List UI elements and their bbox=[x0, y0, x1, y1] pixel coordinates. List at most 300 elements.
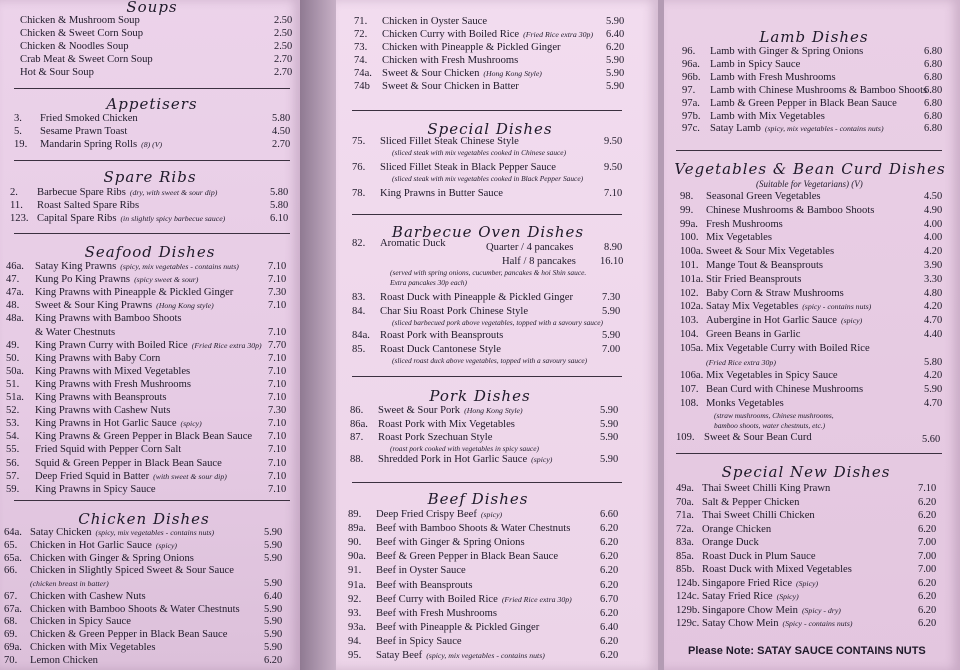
allergy-notice: Please Note: SATAY SAUCE CONTAINS NUTS bbox=[688, 645, 926, 657]
menu-item-name: Chicken in Spicy Sauce bbox=[30, 616, 131, 628]
menu-item-number: 71a. bbox=[676, 510, 694, 521]
menu-item-name: Orange Chicken bbox=[702, 523, 772, 535]
menu-item-name: King Prawns with Bamboo Shoots bbox=[35, 313, 182, 325]
menu-item-price: 5.90 bbox=[602, 330, 621, 341]
section-title-beef: Beef Dishes bbox=[427, 490, 529, 508]
menu-item-note: (Fried Rice extra 30p) bbox=[523, 29, 594, 39]
menu-item-number: 5. bbox=[14, 126, 22, 137]
menu-item-number: 84a. bbox=[352, 330, 370, 341]
menu-item-number: 90a. bbox=[348, 551, 366, 563]
menu-item-price: 6.20 bbox=[600, 579, 619, 591]
menu-item-number: 46a. bbox=[6, 261, 24, 272]
menu-item-name: Lamb with Ginger & Spring Onions bbox=[710, 46, 864, 57]
menu-item-description: bamboo shoots, water chestnuts, etc.) bbox=[714, 421, 826, 430]
menu-item-price: 4.20 bbox=[924, 246, 943, 258]
menu-item-price: 9.50 bbox=[604, 136, 623, 147]
menu-item-price: 7.00 bbox=[918, 564, 937, 575]
menu-item-note: (with sweet & sour dip) bbox=[153, 471, 227, 481]
menu-item-note: (Spicy) bbox=[776, 592, 799, 601]
menu-item-price: 5.90 bbox=[606, 80, 625, 92]
menu-item-number: 69. bbox=[4, 629, 18, 640]
menu-item-price: 5.90 bbox=[606, 67, 625, 79]
menu-item-number: 59. bbox=[6, 483, 20, 495]
menu-item-price: 7.30 bbox=[602, 292, 621, 303]
menu-item-number: 107. bbox=[680, 384, 699, 396]
menu-item-note: (chicken breast in batter) bbox=[30, 579, 109, 588]
menu-item-note: (spicy) bbox=[480, 510, 503, 519]
menu-item-note: (Hong Kong style) bbox=[156, 301, 214, 311]
menu-item-number: 90. bbox=[348, 537, 362, 549]
menu-item-name: Roast Pork with Beansprouts bbox=[380, 330, 504, 341]
menu-item-number: 71. bbox=[354, 16, 368, 27]
section-divider bbox=[352, 110, 622, 111]
menu-item-price: 5.90 bbox=[600, 405, 619, 416]
menu-item-name: Beef with Bamboo Shoots & Water Chestnuts bbox=[376, 523, 571, 535]
menu-item-portion: Quarter / 4 pancakes bbox=[486, 242, 574, 253]
menu-item-price: 6.20 bbox=[918, 496, 937, 508]
menu-item-name: Bean Curd with Chinese Mushrooms bbox=[706, 384, 864, 396]
menu-item-price: 7.00 bbox=[918, 537, 937, 548]
menu-item-price: 5.90 bbox=[264, 539, 283, 551]
menu-item-price: 4.20 bbox=[924, 301, 943, 313]
menu-item-description: (sliced roast duck above vegetables, topped with a savoury sauce) bbox=[392, 356, 588, 365]
menu-item-name: Seasonal Green Vegetables bbox=[706, 191, 821, 202]
menu-item-name: Satay Lamb bbox=[710, 123, 761, 135]
menu-item-number: 51a. bbox=[6, 392, 24, 403]
menu-item-price: 7.10 bbox=[268, 300, 287, 312]
menu-item-number: 103. bbox=[680, 315, 699, 327]
menu-item-price: 6.10 bbox=[270, 213, 289, 224]
menu-item-note: (spicy, mix vegetables - contains nuts) bbox=[120, 262, 239, 271]
menu-item-number: 129b. bbox=[676, 604, 700, 616]
menu-item-name: Thai Sweet Chilli King Prawn bbox=[702, 483, 831, 494]
menu-item-note: (Spicy - dry) bbox=[801, 605, 841, 615]
menu-item-name: Beef with Beansprouts bbox=[376, 579, 473, 591]
menu-item-name: Kung Po King Prawns bbox=[35, 274, 131, 286]
menu-item-number: 86. bbox=[350, 405, 364, 416]
menu-item-name: King Prawns with Cashew Nuts bbox=[35, 405, 171, 417]
menu-item-number: 104. bbox=[680, 329, 699, 340]
menu-item-price: 6.20 bbox=[918, 523, 937, 535]
menu-item-price: 7.10 bbox=[604, 188, 623, 199]
menu-item-number: 108. bbox=[680, 398, 699, 409]
menu-item-name: Deep Fried Squid in Batter bbox=[35, 470, 150, 482]
menu-item-price: 5.60 bbox=[922, 434, 941, 445]
menu-item-note: (spicy - contains nuts) bbox=[802, 302, 872, 312]
menu-item-name: Satay Mix Vegetables bbox=[706, 301, 799, 313]
menu-item-note: (Spicy) bbox=[796, 578, 819, 588]
menu-item-number: 64a. bbox=[4, 527, 22, 538]
menu-item-price: 5.90 bbox=[264, 616, 283, 628]
menu-item-name: Beef Curry with Boiled Rice bbox=[376, 593, 498, 605]
menu-item-number: 97c. bbox=[682, 123, 700, 135]
section-divider bbox=[352, 214, 622, 215]
menu-item-note: (spicy, mix vegetables - contains nuts) bbox=[764, 124, 884, 134]
menu-item-price: 4.50 bbox=[924, 191, 943, 202]
menu-item-price: 2.50 bbox=[274, 15, 293, 26]
menu-item-number: 93a. bbox=[348, 621, 366, 633]
menu-item-number: 92. bbox=[348, 593, 362, 605]
menu-item-price: 7.10 bbox=[268, 431, 287, 443]
menu-item-description: Extra pancakes 30p each) bbox=[390, 278, 467, 287]
menu-item-number: 95. bbox=[348, 650, 362, 661]
menu-item-name: Squid & Green Pepper in Black Bean Sauce bbox=[35, 457, 222, 469]
menu-item-name: Mange Tout & Beansprouts bbox=[706, 260, 824, 271]
menu-item-number: 99a. bbox=[680, 218, 698, 230]
menu-item-price: 6.40 bbox=[600, 621, 619, 633]
section-divider bbox=[352, 376, 622, 377]
menu-item-name: Chicken with Mix Vegetables bbox=[30, 641, 156, 653]
menu-item-name: Lamb & Green Pepper in Black Bean Sauce bbox=[710, 97, 897, 109]
menu-item-number: 89. bbox=[348, 509, 362, 520]
menu-item-price: 4.70 bbox=[924, 315, 943, 327]
menu-item-number: 88. bbox=[350, 454, 364, 465]
section-subtitle: (Suitable for Vegetarians) (V) bbox=[756, 179, 863, 189]
menu-item-price: 4.50 bbox=[272, 126, 291, 137]
menu-item-price: 6.20 bbox=[600, 607, 619, 619]
menu-item-price: 5.90 bbox=[606, 54, 625, 66]
menu-item-name: Capital Spare Ribs bbox=[37, 213, 117, 224]
menu-item-number: 91. bbox=[348, 565, 362, 577]
menu-item-note: (in slightly spicy barbecue sauce) bbox=[120, 214, 226, 223]
menu-item-price: 6.20 bbox=[600, 635, 619, 647]
menu-item-price: 6.20 bbox=[600, 523, 619, 535]
menu-item-number: 100a. bbox=[680, 246, 704, 258]
menu-item-price: 2.70 bbox=[272, 139, 291, 150]
menu-item-price: 3.90 bbox=[924, 260, 943, 271]
menu-item-note: (Fried Rice extra 30p) bbox=[706, 357, 776, 367]
menu-item-price: 5.80 bbox=[270, 200, 289, 211]
menu-item-note: (spicy) bbox=[531, 455, 553, 464]
menu-item-number: 70. bbox=[4, 654, 18, 666]
menu-item-number: 97b. bbox=[682, 110, 701, 122]
menu-item-note: (Fried Rice extra 30p) bbox=[501, 594, 572, 604]
menu-item-price: 5.80 bbox=[924, 356, 943, 368]
menu-item-price: 6.20 bbox=[918, 577, 937, 589]
menu-item-price: 6.20 bbox=[600, 537, 619, 549]
menu-item-price: 6.80 bbox=[924, 110, 943, 122]
menu-item-price: 7.10 bbox=[268, 352, 287, 364]
menu-item-number: 72a. bbox=[676, 523, 694, 535]
menu-item-price: 16.10 bbox=[600, 256, 624, 267]
menu-item-name: Satay Fried Rice bbox=[702, 591, 773, 602]
menu-item-name: Satay Chow Mein bbox=[702, 618, 779, 629]
menu-item-price: 5.90 bbox=[600, 418, 619, 430]
menu-item-name: Chicken in Slightly Spiced Sweet & Sour Sauce bbox=[30, 565, 234, 577]
menu-item-name: King Prawns in Spicy Sauce bbox=[35, 483, 156, 495]
menu-item-price: 7.10 bbox=[268, 274, 287, 286]
menu-item-price: 3.30 bbox=[924, 273, 943, 285]
menu-item-price: 6.20 bbox=[918, 591, 937, 602]
menu-item-number: 66. bbox=[4, 565, 18, 577]
menu-item-name: King Prawn Curry with Boiled Rice bbox=[35, 339, 188, 351]
menu-item-note: (dry, with sweet & sour dip) bbox=[129, 188, 218, 197]
menu-item-number: 74. bbox=[354, 54, 368, 66]
menu-item-name: Shredded Pork in Hot Garlic Sauce bbox=[378, 454, 528, 465]
menu-item-name: Sweet & Sour Bean Curd bbox=[704, 432, 812, 443]
menu-item-name: Monks Vegetables bbox=[706, 398, 784, 409]
section-title-special: Special Dishes bbox=[427, 120, 553, 138]
menu-item-name: Green Beans in Garlic bbox=[706, 329, 801, 340]
menu-item-number: 97a. bbox=[682, 97, 700, 109]
menu-item-number: 109. bbox=[676, 432, 695, 443]
menu-item-name: & Water Chestnuts bbox=[35, 326, 116, 338]
menu-item-number: 93. bbox=[348, 607, 362, 619]
menu-item-price: 7.10 bbox=[268, 365, 287, 377]
menu-item-price: 2.50 bbox=[274, 41, 293, 52]
menu-item-number: 72. bbox=[354, 28, 368, 40]
menu-item-number: 100. bbox=[680, 232, 699, 244]
menu-item-price: 6.40 bbox=[264, 590, 283, 602]
menu-item-name: Chinese Mushrooms & Bamboo Shoots bbox=[706, 204, 875, 216]
menu-item-price: 6.80 bbox=[924, 84, 943, 96]
menu-item-price: 8.90 bbox=[604, 242, 623, 253]
menu-item-name: King Prawns with Beansprouts bbox=[35, 392, 167, 403]
menu-item-name: Sweet & Sour Chicken bbox=[382, 67, 480, 79]
menu-item-note: (spicy) bbox=[180, 419, 202, 429]
menu-item-name: Chicken with Ginger & Spring Onions bbox=[30, 552, 194, 564]
menu-item-number: 49. bbox=[6, 339, 20, 351]
menu-item-number: 99. bbox=[680, 204, 694, 216]
menu-item-price: 4.90 bbox=[924, 204, 943, 216]
menu-item-price: 4.00 bbox=[924, 232, 943, 244]
menu-item-number: 67a. bbox=[4, 603, 22, 615]
menu-item-price: 4.80 bbox=[924, 287, 943, 299]
menu-item-name: Beef in Oyster Sauce bbox=[376, 565, 466, 577]
section-divider bbox=[676, 150, 942, 151]
menu-item-number: 87. bbox=[350, 432, 364, 443]
menu-item-description: (served with spring onions, cucumber, pancakes & hoi Shin sauce. bbox=[390, 268, 587, 277]
menu-item-price: 2.70 bbox=[274, 54, 293, 65]
menu-item-number: 102. bbox=[680, 287, 699, 299]
section-title-vegetables: Vegetables & Bean Curd Dishes bbox=[674, 160, 946, 178]
menu-item-description: (sliced steak with mix vegetables cooked in Chinese sauce) bbox=[392, 148, 567, 157]
menu-item-name: Fried Squid with Pepper Corn Salt bbox=[35, 444, 182, 456]
menu-item-name: Char Siu Roast Pork Chinese Style bbox=[380, 306, 529, 317]
menu-item-price: 7.10 bbox=[268, 261, 287, 272]
menu-item-price: 7.30 bbox=[268, 287, 287, 299]
menu-item-name: Barbecue Spare Ribs bbox=[37, 187, 126, 198]
menu-item-name: Beef with Ginger & Spring Onions bbox=[376, 537, 525, 549]
menu-item-name: Chicken with Bamboo Shoots & Water Chestnuts bbox=[30, 603, 240, 615]
menu-item-description: (sliced barbecued pork above vegetables, topped with a savoury sauce) bbox=[392, 318, 603, 327]
menu-item-number: 57. bbox=[6, 470, 20, 482]
menu-item-number: 73. bbox=[354, 41, 368, 53]
menu-item-number: 19. bbox=[14, 139, 28, 150]
menu-item-note: (spicy sweet & sour) bbox=[134, 275, 199, 285]
menu-item-price: 6.60 bbox=[600, 509, 619, 520]
menu-item-name: King Prawns with Fresh Mushrooms bbox=[35, 378, 191, 390]
menu-item-number: 69a. bbox=[4, 641, 22, 653]
menu-item-number: 129c. bbox=[676, 618, 700, 629]
menu-item-number: 48a. bbox=[6, 313, 24, 325]
menu-item-number: 2. bbox=[10, 187, 18, 198]
menu-item-name: Sweet & Sour Mix Vegetables bbox=[706, 246, 835, 258]
menu-item-note: (spicy, mix vegetables - contains nuts) bbox=[426, 651, 545, 660]
menu-item-price: 6.20 bbox=[264, 654, 283, 666]
menu-item-name: Hot & Sour Soup bbox=[20, 67, 94, 78]
menu-item-name: Chicken & Mushroom Soup bbox=[20, 15, 140, 26]
menu-item-number: 86a. bbox=[350, 418, 368, 430]
menu-item-name: Satay Beef bbox=[376, 650, 423, 661]
menu-item-number: 124b. bbox=[676, 577, 700, 589]
menu-item-description: (roast pork cooked with vegetables in spicy sauce) bbox=[390, 444, 539, 453]
menu-item-price: 6.20 bbox=[600, 551, 619, 563]
menu-item-price: 6.20 bbox=[600, 565, 619, 577]
menu-item-name: Baby Corn & Straw Mushrooms bbox=[706, 287, 844, 299]
menu-item-name: Deep Fried Crispy Beef bbox=[376, 509, 477, 520]
menu-item-price: 5.90 bbox=[602, 306, 621, 317]
menu-item-number: 48. bbox=[6, 300, 20, 312]
menu-item-name: Lemon Chicken bbox=[30, 654, 98, 666]
menu-item-name: Sliced Fillet Steak in Black Pepper Sauce bbox=[380, 162, 556, 173]
section-title-special-new: Special New Dishes bbox=[721, 463, 891, 481]
menu-item-name: Chicken with Cashew Nuts bbox=[30, 590, 146, 602]
menu-item-number: 85a. bbox=[676, 550, 694, 562]
menu-item-price: 5.80 bbox=[272, 113, 291, 124]
menu-item-number: 94. bbox=[348, 635, 362, 647]
menu-item-price: 7.10 bbox=[268, 444, 287, 456]
menu-item-name: Chicken with Pineapple & Pickled Ginger bbox=[382, 41, 561, 53]
menu-item-name: King Prawns in Butter Sauce bbox=[380, 188, 503, 199]
menu-item-number: 96a. bbox=[682, 58, 700, 70]
menu-item-name: Sweet & Sour King Prawns bbox=[35, 300, 153, 312]
menu-item-name: Chicken & Green Pepper in Black Bean Sauce bbox=[30, 629, 228, 640]
menu-item-name: Aromatic Duck bbox=[380, 238, 446, 249]
menu-item-number: 84. bbox=[352, 306, 366, 317]
section-title-bbq: Barbecue Oven Dishes bbox=[391, 223, 585, 241]
menu-item-number: 47a. bbox=[6, 287, 24, 299]
menu-item-name: Beef & Green Pepper in Black Bean Sauce bbox=[376, 551, 559, 563]
menu-item-number: 65a. bbox=[4, 552, 22, 564]
section-title-appetisers: Appetisers bbox=[106, 95, 198, 113]
menu-item-name: Beef with Pineapple & Pickled Ginger bbox=[376, 621, 540, 633]
menu-item-price: 2.70 bbox=[274, 67, 293, 78]
menu-item-name: Mandarin Spring Rolls bbox=[40, 139, 138, 150]
section-title-pork: Pork Dishes bbox=[429, 387, 531, 405]
menu-item-number: 3. bbox=[14, 113, 22, 124]
menu-item-price: 5.90 bbox=[264, 552, 283, 564]
menu-item-number: 11. bbox=[10, 200, 23, 211]
section-divider bbox=[14, 88, 290, 89]
menu-item-number: 91a. bbox=[348, 579, 366, 591]
menu-item-price: 5.90 bbox=[924, 384, 943, 396]
menu-item-price: 5.90 bbox=[264, 527, 283, 538]
menu-item-name: Roast Duck Cantonese Style bbox=[380, 344, 501, 355]
menu-item-name: Thai Sweet Chilli Chicken bbox=[702, 510, 815, 521]
menu-item-name: Aubergine in Hot Garlic Sauce bbox=[706, 315, 838, 327]
menu-item-name: King Prawns & Green Pepper in Black Bean Sauce bbox=[35, 431, 253, 443]
section-divider bbox=[352, 482, 622, 483]
menu-item-price: 6.20 bbox=[918, 618, 937, 629]
menu-item-name: Roast Salted Spare Ribs bbox=[37, 200, 140, 211]
menu-item-price: 5.90 bbox=[264, 578, 283, 589]
menu-item-number: 106a. bbox=[680, 370, 704, 382]
menu-item-number: 98. bbox=[680, 191, 694, 202]
menu-item-name: Fresh Mushrooms bbox=[706, 218, 783, 230]
menu-item-name: Satay Chicken bbox=[30, 527, 92, 538]
menu-item-note: (spicy) bbox=[841, 316, 863, 326]
menu-item-price: 4.00 bbox=[924, 218, 943, 230]
menu-item-number: 50a. bbox=[6, 365, 24, 377]
menu-item-name: Roast Duck in Plum Sauce bbox=[702, 550, 816, 562]
menu-item-name: Sweet & Sour Pork bbox=[378, 405, 461, 416]
menu-item-number: 78. bbox=[352, 188, 366, 199]
menu-item-note: (8) (V) bbox=[141, 140, 163, 149]
menu-item-number: 89a. bbox=[348, 523, 366, 535]
menu-item-name: Lamb with Fresh Mushrooms bbox=[710, 71, 836, 83]
menu-item-note: (Spicy - contains nuts) bbox=[782, 619, 853, 628]
menu-item-number: 70a. bbox=[676, 496, 694, 508]
section-title-spare-ribs: Spare Ribs bbox=[103, 168, 197, 186]
section-title-chicken: Chicken Dishes bbox=[78, 510, 210, 528]
menu-item-name: King Prawns in Hot Garlic Sauce bbox=[35, 418, 177, 430]
menu-item-name: Sesame Prawn Toast bbox=[40, 126, 128, 137]
menu-item-portion: Half / 8 pancakes bbox=[502, 256, 576, 267]
menu-item-price: 7.10 bbox=[918, 483, 937, 494]
menu-item-price: 6.40 bbox=[606, 28, 625, 40]
menu-item-price: 4.20 bbox=[924, 370, 943, 382]
menu-item-name: Chicken & Sweet Corn Soup bbox=[20, 28, 143, 39]
menu-item-name: King Prawns with Pineapple & Pickled Ginger bbox=[35, 287, 234, 299]
menu-item-number: 97. bbox=[682, 84, 696, 96]
menu-item-number: 101a. bbox=[680, 273, 704, 285]
menu-item-name: Chicken Curry with Boiled Rice bbox=[382, 28, 520, 40]
menu-item-number: 83. bbox=[352, 292, 366, 303]
menu-item-number: 53. bbox=[6, 418, 20, 430]
menu-item-name: King Prawns with Mixed Vegetables bbox=[35, 365, 191, 377]
menu-item-number: 54. bbox=[6, 431, 20, 443]
menu-item-name: King Prawns with Baby Corn bbox=[35, 352, 161, 364]
menu-item-name: Mix Vegetables bbox=[706, 232, 773, 244]
menu-item-price: 6.80 bbox=[924, 58, 943, 70]
menu-item-price: 5.90 bbox=[600, 432, 619, 443]
menu-item-number: 74a. bbox=[354, 67, 372, 79]
menu-item-number: 105a. bbox=[680, 342, 704, 354]
menu-item-price: 7.00 bbox=[602, 344, 621, 355]
menu-item-price: 5.90 bbox=[606, 16, 625, 27]
menu-item-name: Orange Duck bbox=[702, 537, 759, 548]
menu-item-price: 6.80 bbox=[924, 123, 943, 135]
menu-item-description: (sliced steak with mix vegetables cooked in Black Pepper Sauce) bbox=[392, 174, 584, 183]
menu-item-price: 6.20 bbox=[918, 510, 937, 521]
menu-item-number: 82. bbox=[352, 238, 366, 249]
menu-item-name: Stir Fried Beansprouts bbox=[706, 273, 802, 285]
menu-item-name: Sweet & Sour Chicken in Batter bbox=[382, 80, 519, 92]
menu-item-name: Roast Duck with Mixed Vegetables bbox=[702, 564, 852, 575]
menu-item-name: Roast Pork Szechuan Style bbox=[378, 432, 493, 443]
menu-item-name: Crab Meat & Sweet Corn Soup bbox=[20, 54, 153, 65]
menu-item-number: 85b. bbox=[676, 564, 695, 575]
menu-item-name: Lamb in Spicy Sauce bbox=[710, 58, 801, 70]
menu-item-price: 7.00 bbox=[918, 550, 937, 562]
menu-item-number: 102a. bbox=[680, 301, 704, 313]
menu-item-price: 5.90 bbox=[600, 454, 619, 465]
menu-item-name: Mix Vegetables in Spicy Sauce bbox=[706, 370, 838, 382]
menu-item-name: Singapore Chow Mein bbox=[702, 604, 798, 616]
menu-item-number: 56. bbox=[6, 457, 20, 469]
menu-item-price: 5.90 bbox=[264, 603, 283, 615]
menu-item-name: Salt & Pepper Chicken bbox=[702, 496, 800, 508]
menu-item-number: 49a. bbox=[676, 483, 694, 494]
menu-item-price: 6.80 bbox=[924, 97, 943, 109]
menu-item-name: Mix Vegetable Curry with Boiled Rice bbox=[706, 342, 870, 354]
menu-item-note: (Hong Kong Style) bbox=[464, 406, 523, 415]
menu-item-number: 65. bbox=[4, 539, 18, 551]
menu-item-name: Singapore Fried Rice bbox=[702, 577, 793, 589]
menu-item-price: 7.10 bbox=[268, 470, 287, 482]
menu-item-name: Fried Smoked Chicken bbox=[40, 113, 138, 124]
